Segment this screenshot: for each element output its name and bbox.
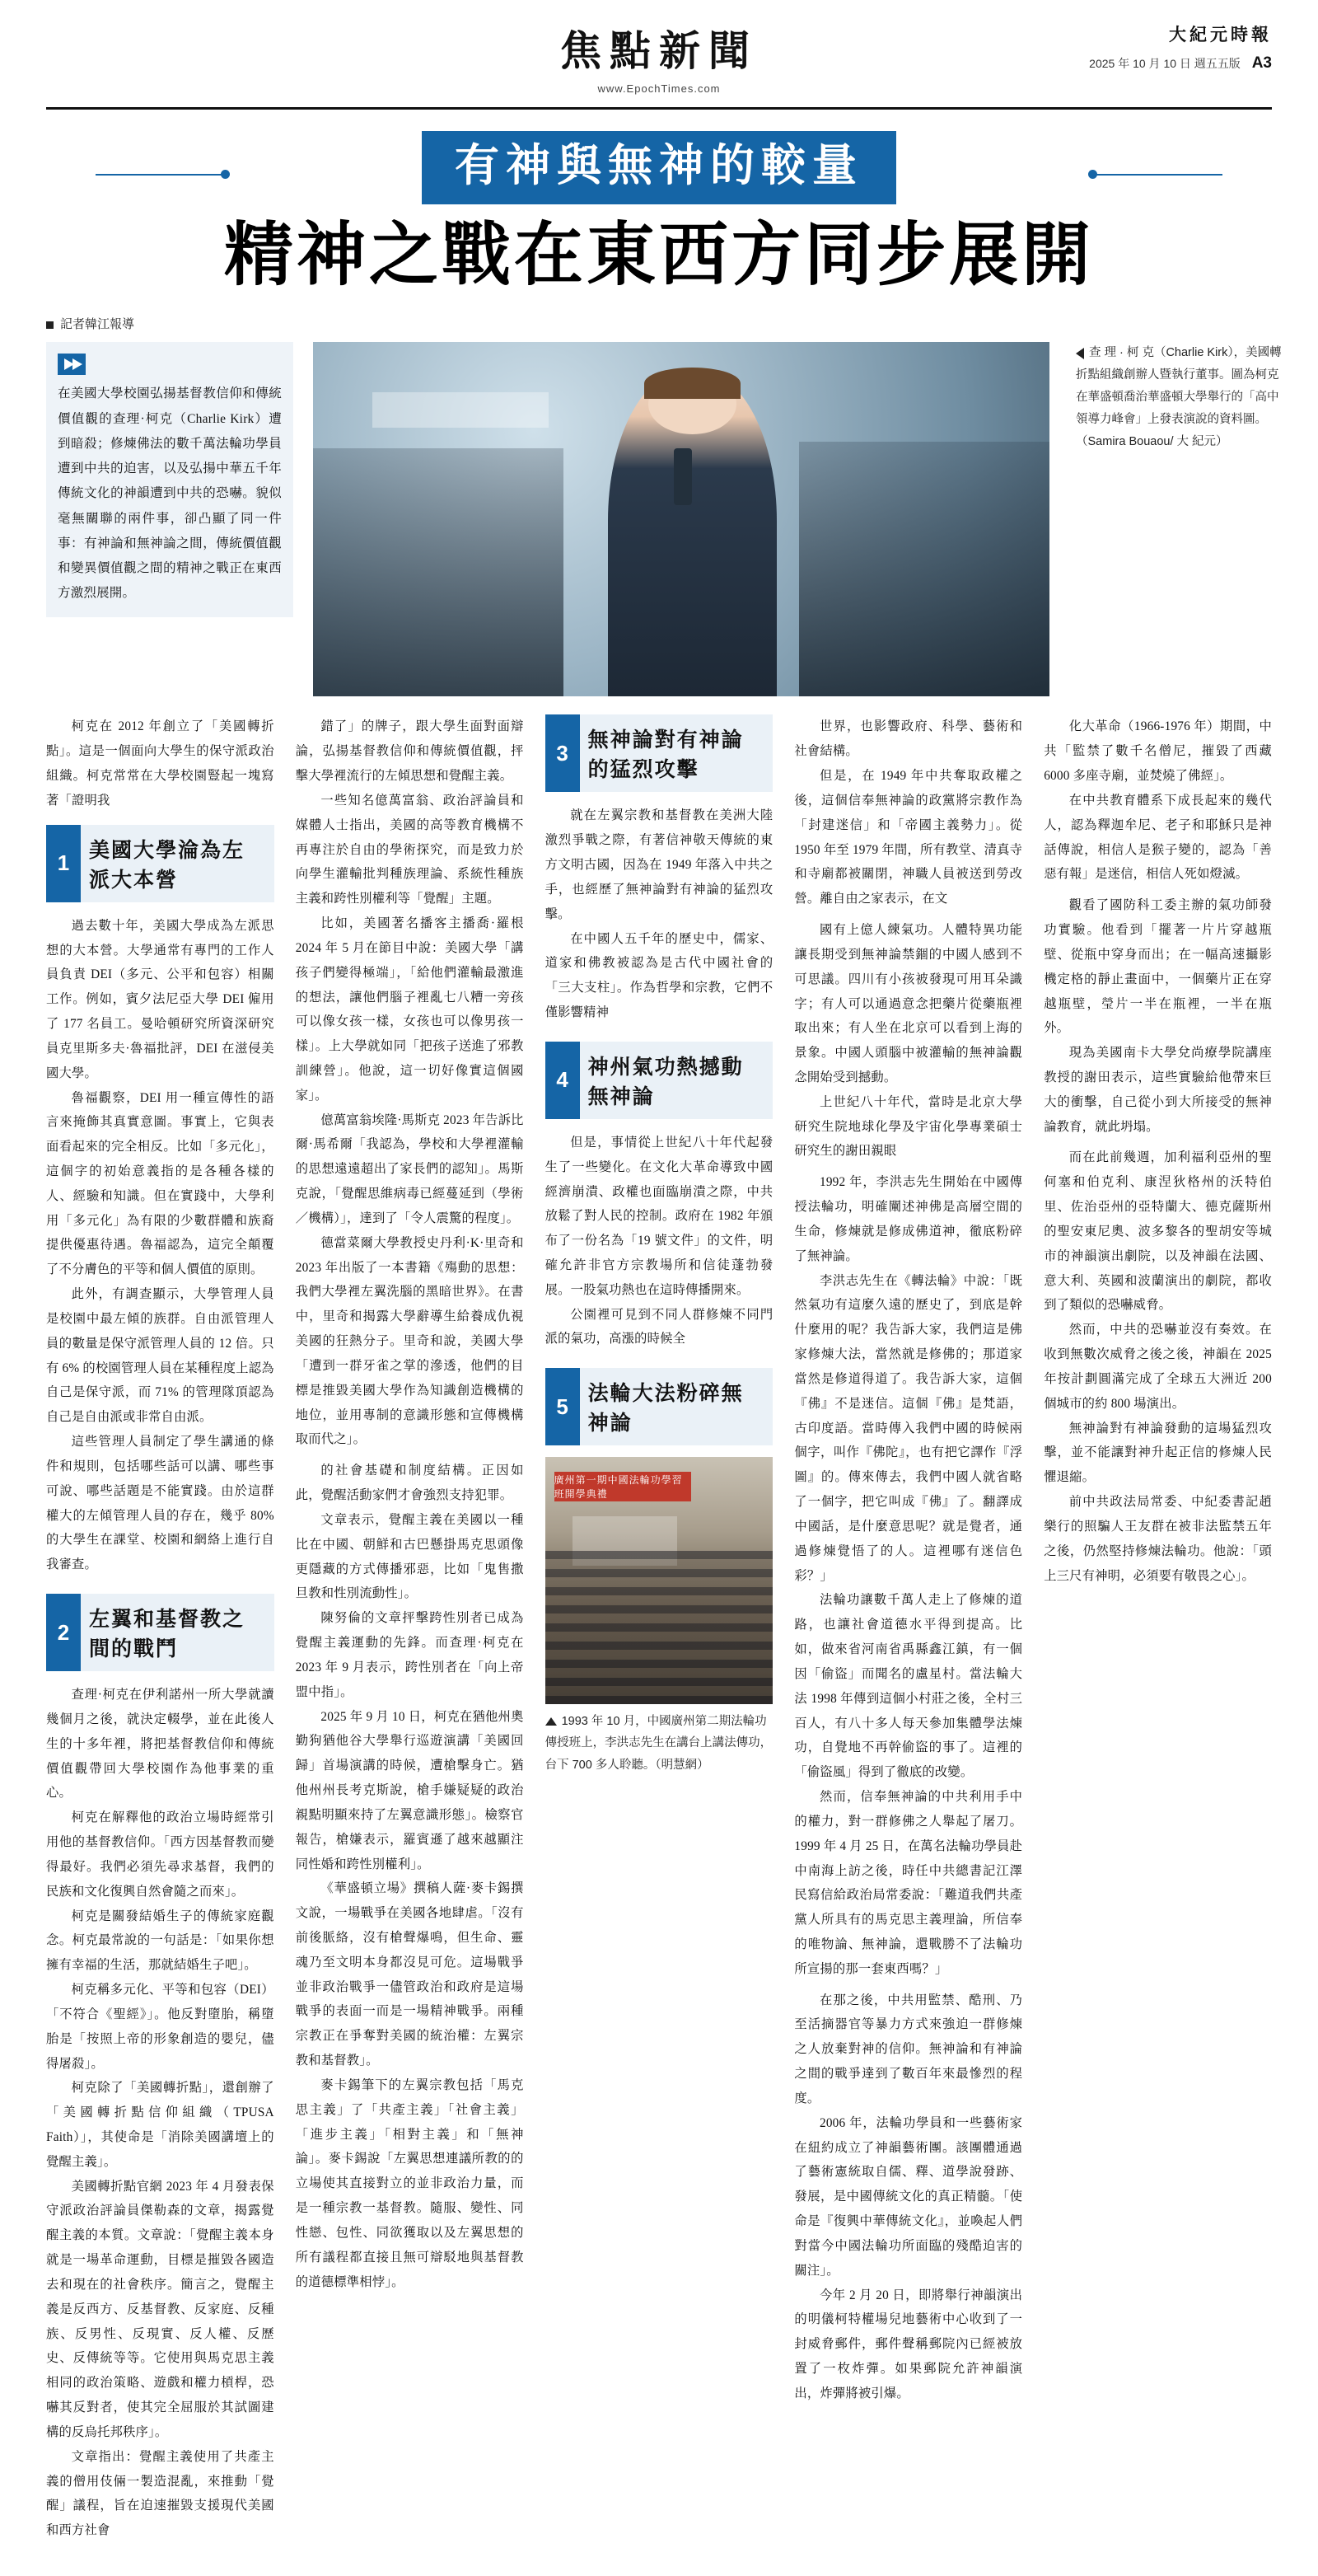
byline (46, 315, 1272, 332)
c2-p2: 比如，美國著名播客主播喬·羅根 2024 年 5 月在節目中說：美國大學「講孩子們變得極端」，「給他們灌輸最激進的想法，讓他們腦子裡亂七八糟一旁孩可以像女孩一樣，女孩也可以像男孩一樣」。上大學就如同「把孩子送進了邪教訓練營」。他說，這一切好像實這個國家」。 (295, 916, 524, 1103)
c1-p3: 此外，有調查顯示，大學管理人員是校園中最左傾的族群。自由派管理人員的數量是保守派管理人員的 12 倍。只有 6% 的校園管理人員在某種程度上認為自己是保守派，而 71% 的管理隊頂認為自己是自由派或非常自由派。 (46, 1287, 274, 1425)
c8-p3: 法輪功讓數千萬人走上了修煉的道路，也讓社會道德水平得到提高。比如，做來省河南省禹縣鑫江鎮，有一個因「偷盜」而聞名的盧星村。當法輪大法 1998 年傳到這個小村莊之後，全村三百人，有八十多人每天參加集體學法煉功，自覺地不再幹偷盜的事了。這裡的「偷盜風」得到了徹底的改變。 (794, 1593, 1023, 1780)
intro-paragraph-2: 錯了」的牌子，跟大學生面對面辯論，弘揚基督教信仰和傳統價值觀，抨擊大學裡流行的左傾思想和覺醒主義。 (295, 719, 524, 784)
c3-p6: 美國轉折點官網 2023 年 4 月發表保守派政治評論員傑勒森的文章，揭露覺醒主義的本質。文章說：「覺醒主義本身就是一場革命運動，目標是摧毀各國造去和現在的社會秩序。簡言之，覺醒主義是反西方、反基督教、反家庭、反種族、反男性、反現實、反人權、反歷史、反傳統等等。它使用與馬克思主義相同的政治策略、遊戲和權力槓桿，恐嚇其反對者，使其完全屈服於其試圖建構的反烏托邦秩序」。 (46, 2179, 274, 2439)
website-url[interactable]: www.EpochTimes.com (597, 82, 721, 95)
photo1-block (313, 342, 1282, 696)
section-title-5: 法輪大法粉碎無神論 (587, 1383, 744, 1436)
masthead-right (1089, 21, 1272, 73)
photo-banner (372, 392, 549, 428)
section-number-5: 5 (545, 1368, 580, 1445)
c10-p3: 無神論對有神論發動的這場猛烈攻擊，並不能讓對神升起正信的修煉人民懼退縮。 (1044, 1421, 1272, 1485)
column-5 (1044, 714, 1272, 1588)
caption-arrow-icon (1076, 348, 1084, 359)
c9-p3: 今年 2 月 20 日，即將舉行神韻演出的明儀柯特權場兒地藝術中心收到了一封威脅郵件，郵件聲稱郵院內已經被放置了一枚炸彈。如果郵院允許神韻演出，炸彈將被引爆。 (794, 2288, 1023, 2400)
section-title-2: 左翼和基督教之間的戰鬥 (89, 1609, 245, 1661)
c4-p5: 《華盛頓立場》撰稿人薩·麥卡錫撰文說，一場戰爭在美國各地肆虐。「沒有前後脈絡，沒有槍聲爆鳴，但生命、靈魂乃至文明本身都沒見可危。這場戰爭並非政治戰爭一儘管政治和政府是這場戰爭的表面一而是一場精神戰爭。兩種宗教正在爭奪對美國的統治權：左翼宗教和基督教」。 (295, 1881, 524, 2068)
c10-p1: 而在此前幾週，加利福利亞州的聖何塞和伯克利、康涅狄格州的沃特伯里、佐治亞州的亞特蘭大、德克薩斯州的聖安東尼奧、波多黎各的聖胡安等城市的神韻演出劇院，以及神韻在法國、意大利、英國和波蘭演出的劇院，都收到了類似的恐嚇威脅。 (1044, 1150, 1272, 1313)
section-title-4: 神州氣功熱撼動無神論 (587, 1056, 744, 1108)
c8-p1: 1992 年，李洪志先生開始在中國傳授法輪功，明確闡述神佛是高層空間的生命，修煉就是修成佛道神，徹底粉碎了無神論。 (794, 1175, 1023, 1263)
photo2-caption-text: 1993 年 10 月，中國廣州第二期法輪功傳授班上，李洪志先生在講台上講法傳功，台下 700 多人聆聽。（明慧網） (544, 1715, 773, 1772)
section-number-2: 2 (46, 1594, 81, 1671)
c7-p6: 現為美國南卡大學兌尚療學院講座教授的謝田表示，這些實驗給他帶來巨大的衝擊，自己從小到大所接受的無神論教育，就此坍塌。 (1044, 1046, 1272, 1134)
issue-date-line (1089, 54, 1272, 73)
c7-p2: 公園裡可見到不同人群修煉不同門派的氣功，高漲的時候全 (544, 1307, 774, 1347)
intro-paragraph-1: 柯克在 2012 年創立了「美國轉折點」。這是一個面向大學生的保守派政治組織。柯克常常在大學校園豎起一塊寫著「證明我 (46, 719, 274, 808)
byline-text: 記者韓江報導 (60, 317, 135, 332)
c4-p1: 的社會基礎和制度結構。正因如此，覺醒活動家們才會強烈支持犯罪。 (295, 1464, 524, 1503)
c7-p1: 但是，事情從上世紀八十年代起發生了一些變化。在文化大革命導致中國經濟崩潰、政權也面臨崩潰之際，中共放鬆了對人民的控制。政府在 1982 年頒布了一份名為「19 號文件」的文件，明確允許非官方宗教場所和信徒蓬勃發展。一股氣功熱也在這時傳播開來。 (544, 1135, 774, 1297)
section-number-4: 4 (545, 1042, 580, 1119)
c1-p4: 這些管理人員制定了學生講通的條件和規則，包括哪些話可以講、哪些事可說、哪些話題是不能實踐。由於這群權大的左傾管理人員的存在，幾乎 80% 的大學生在課堂、校園和網絡上進行自我審查。 (46, 1435, 274, 1572)
c1-p1: 過去數十年，美國大學成為左派思想的大本營。大學通常有專門的工作人員負責 DEI（多元、公平和包容）相關工作。例如，賓夕法尼亞大學 DEI 僱用了 177 名員工。曼哈頓研究所資深研究員克里斯多夫·魯福批評，DEI 在滋侵美國大學。 (46, 918, 274, 1080)
c6-p1: 化大革命（1966-1976 年）期間，中共「監禁了數千名僧尼，摧毀了西藏 6000 多座寺廟，並焚燒了佛經」。 (1044, 719, 1272, 784)
c9-p1: 在那之後，中共用監禁、酷刑、乃至活摘器官等暴力方式來強迫一群修煉之人放棄對神的信仰。無神論和有神論之間的戰爭達到了數百年來最慘烈的程度。 (794, 1993, 1023, 2105)
section-title: 焦點新聞 (560, 28, 758, 74)
c10-p2: 然而，中共的恐嚇並沒有奏效。在收到無數次威脅之後之後，神韻在 2025 年按計劃圓滿完成了全球五大洲近 200 個城市的約 800 場演出。 (1044, 1323, 1272, 1411)
c8-p2: 李洪志先生在《轉法輪》中說：「既然氣功有這麼久遠的歷史了，到底是幹什麼用的呢？我告訴大家，我們這是佛家修煉大法，當然就是修佛的；那道家當然是修道得道了。我告訴大家，這個『佛』不是迷信。這個『佛』是梵語，古印度語。當時傳入我們中國的時候兩個字，叫作『佛陀』，也有把它譯作『浮圖』的。傳來傳去，我們中國人就省略了一個字，把它叫成『佛』了。翻譯成中國話，是什麼意思呢？就是覺者，通過修煉覺悟了的人。這裡哪有迷信色彩？」 (794, 1273, 1023, 1583)
bullet-square-icon (46, 321, 54, 329)
c5-p1: 就在左翼宗教和基督教在美洲大陸激烈爭戰之際，有著信神敬天傳統的東方文明古國，因為在 1949 年落入中共之手，也經歷了無神論對有神論的猛烈攻擊。 (544, 808, 774, 921)
c3-p7: 文章指出：覺醒主義使用了共產主義的僧用伎倆一製造混亂，來推動「覺醒」議程，旨在迫速摧毀支援現代美國和西方社會 (46, 2449, 274, 2538)
photo1-caption-column (1064, 342, 1282, 452)
photo-charlie-kirk (313, 342, 1049, 696)
photo-speaker-hair (644, 368, 740, 400)
c1-p2: 魯福觀察，DEI 用一種宣傳性的語言來掩飾其真實意圖。事實上，它與表面看起來的完全相反。比如「多元化」，這個字的初始意義指的是各種各樣的人、經驗和知識。但在實踐中，大學利用「多元化」為有限的少數群體和族裔提供優惠待遇。魯福認為，這完全顛覆了不分膚色的平等和個人價值的原則。 (46, 1090, 274, 1277)
section-heading-1 (46, 825, 274, 902)
column-3 (545, 714, 774, 1775)
section-heading-3 (545, 714, 774, 792)
headline-band: 有神與無神的較量 (422, 131, 896, 204)
section-heading-2 (46, 1594, 274, 1671)
column-1 (46, 714, 274, 2543)
photo2-audience (545, 1551, 774, 1704)
headline-rule-left (96, 174, 227, 176)
c2-p3: 億萬富翁埃隆·馬斯克 2023 年告訴比爾·馬希爾「我認為，學校和大學裡灌輸的思想遠遠超出了家長們的認知」。馬斯克說，「覺醒思維病毒已經蔓延到（學術／機構）」，達到了「令人震驚的程度」。 (295, 1112, 524, 1225)
c3-p2: 柯克在解釋他的政治立場時經常引用他的基督教信仰。「西方因基督教而變得最好。我們必須先尋求基督，我們的民族和文化復興自然會隨之而來」。 (46, 1810, 274, 1899)
photo2-caption (545, 1711, 774, 1775)
c3-p5: 柯克除了「美國轉折點」，還創辦了「美國轉折點信仰組織（TPUSA Faith）」，其使命是「消除美國講壇上的覺醒主義」。 (46, 2081, 274, 2169)
photo1-caption (1076, 342, 1287, 452)
column-2 (296, 714, 524, 2294)
article-body (46, 342, 1282, 2543)
section-title-3: 無神論對有神論的猛烈攻擊 (587, 729, 744, 782)
masthead (46, 0, 1272, 110)
c6-p2: 在中共教育體系下成長起來的幾代人，認為釋迦牟尼、老子和耶穌只是神話傳說，相信人是猴子變的，認為「善惡有報」是迷信，相信人死如燈滅。 (1044, 793, 1272, 882)
c4-p2: 文章表示，覺醒主義在美國以一種比在中國、朝鮮和古巴懸掛馬克思頭像更隱藏的方式傳播邪惡，比如「鬼售撒旦教和性別流動性」。 (295, 1512, 524, 1601)
section-number-3: 3 (545, 714, 580, 792)
headline-block (46, 131, 1272, 293)
c5-p2: 在中國人五千年的歷史中，儒家、道家和佛教被認為是古代中國社會的「三大支柱」。作為哲學和宗教，它們不僅影響精神 (544, 931, 774, 1020)
headline-dot-right (1088, 170, 1097, 179)
c8-p4: 然而，信奉無神論的中共利用手中的權力，對一群修佛之人舉起了屠刀。1999 年 4 月 25 日，在萬名法輪功學員赴中南海上訪之後，時任中共總書記江澤民寫信給政治局常委說：「難道我們共產黨人所具有的馬克思主義理論，所信奉的唯物論、無神論，還戰勝不了法輪功所宣揚的那一套東西嗎？」 (794, 1790, 1023, 1976)
c3-p4: 柯克稱多元化、平等和包容（DEI）「不符合《聖經》」。他反對墮胎，稱墮胎是「按照上帝的形象創造的嬰兒，儘得屠殺」。 (46, 1983, 274, 2071)
page-number: A3 (1251, 54, 1272, 72)
c5-p4: 但是，在 1949 年中共奪取政權之後，這個信奉無神論的政黨將宗教作為「封建迷信」和「帝國主義勢力」。從 1950 年至 1979 年間，所有教堂、清真寺和寺廟都被關閉，神職人員被送到勞改營。離自由之家表示，在文 (794, 769, 1023, 906)
lead-paragraph-box (46, 342, 293, 617)
c7-p5: 觀看了國防科工委主辦的氣功師發功實驗。他看到「擺著一片片穿越瓶壁、從瓶中穿身而出；在一幅高速攝影機定格的靜止畫面中，一個藥片正在穿越瓶壁，瑩片一半在瓶裡，一半在瓶外。 (1044, 898, 1272, 1036)
issue-date: 2025 年 10 月 10 日 週五五版 (1089, 57, 1244, 70)
section-heading-5 (545, 1368, 774, 1445)
c5-p3: 世界，也影響政府、科學、藝術和社會結構。 (794, 719, 1023, 759)
masthead-center (560, 18, 758, 95)
c4-p4: 2025 年 9 月 10 日，柯克在猶他州奧勤狗猶他谷大學舉行巡遊演講「美國回歸」首場演講的時候，遭槍擊身亡。猶他州州長考克斯說，槍手嫌疑疑的政治親點明顯來持了左翼意識形態」。檢察官報告，槍嫌表示，羅賓遜了越來越顯注同性婚和跨性別權利」。 (295, 1709, 524, 1871)
headline-rule-right (1091, 174, 1222, 176)
photo1-caption-text: 查 理 · 柯 克（Charlie Kirk），美國轉折點組織創辦人暨執行董事。圖為柯克在華盛頓喬治華盛頓大學舉行的「高中領導力峰會」上發表演說的資料圖。（Samira Bouaou/ 大 紀元） (1076, 346, 1282, 448)
top-row (46, 342, 1282, 696)
section-number-1: 1 (46, 825, 81, 902)
headline-main: 精神之戰在東西方同步展開 (223, 217, 1094, 294)
lead-column (46, 342, 293, 617)
c4-p6: 麥卡錫筆下的左翼宗教包括「馬克思主義」了「共產主義」「社會主義」「進步主義」「相對主義」和「無神論」。麥卡錫說「左翼思想連議所教的的立場使其直接對立的並非政治力量，而是一種宗教一基督教。隨服、變性、同性戀、包性、同欲獲取以及左翼思想的所有議程都直接且無可辯駁地與基督教的道德標準相悖」。 (295, 2077, 524, 2289)
c3-p1: 查理·柯克在伊利諾州一所大學就讀幾個月之後，就決定輟學，並在此後人生的十多年裡，將把基督教信仰和傳統價值觀帶回大學校園作為他事業的重心。 (46, 1688, 274, 1801)
c2-p1: 一些知名億萬富翁、政治評論員和媒體人士指出，美國的高等教育機構不再專注於自由的學術探究，而是致力於向學生灌輸批判種族理論、系統性種族主義和跨性別權利等「覺醒」主題。 (295, 793, 524, 906)
column-4 (794, 714, 1022, 2405)
photo-crowd-right (799, 442, 1049, 697)
section-title-1: 美國大學淪為左派大本營 (89, 839, 245, 892)
lead-paragraph: 在美國大學校園弘揚基督教信仰和傳統價值觀的查理·柯克（Charlie Kirk）遭到暗殺；修煉佛法的數千萬法輪功學員遭到中共的迫害，以及弘揚中華五千年傳統文化的神韻遭到中共的恐嚇。貌似毫無關聯的兩件事，卻凸顯了同一件事：有神論和無神論之間，傳統價值觀和變異價值觀之間的精神之戰正在東西方激烈展開。 (58, 386, 282, 601)
headline-dot-left (221, 170, 230, 179)
c3-p3: 柯克是關發結婚生子的傳統家庭觀念。柯克最常說的一句話是：「如果你想擁有幸福的生活，那就結婚生子吧」。 (46, 1909, 274, 1973)
c4-p3: 陳努倫的文章抨擊跨性別者已成為覺醒主義運動的先鋒。而查理·柯克在 2023 年 9 月表示，跨性別者在「向上帝盟中指」。 (295, 1611, 524, 1699)
main-columns (46, 714, 1272, 2543)
c10-p4: 前中共政法局常委、中紀委書記趙樂行的照騙人王友群在被非法監禁五年之後，仍然堅持修煉法輪功。他說：「頭上三尺有神明，必須要有敬畏之心」。 (1044, 1495, 1272, 1583)
section-heading-4 (545, 1042, 774, 1119)
paper-name: 大紀元時報 (1169, 25, 1272, 44)
photo-microphone (674, 448, 691, 505)
c2-p4: 德當菜爾大學教授史丹利·K·里奇和 2023 年出版了一本書籍《殤動的思想：我們大學裡左翼洗腦的黑暗世界》。在書中，里奇和揭露大學辭導生給養成仇視美國的狂熱分子。里奇和說，美國大學「遭到一群牙雀之掌的滲透，他們的目標是推毀美國大學作為知識創造機構的地位，並用專制的意識形態和宣傳機構取而代之」。 (295, 1235, 524, 1447)
double-arrow-icon (58, 354, 86, 375)
c7-p4: 上世紀八十年代，當時是北京大學研究生院地球化學及宇宙化學專業碩士研究生的謝田親眼 (794, 1094, 1023, 1159)
c9-p2: 2006 年，法輪功學員和一些藝術家在紐約成立了神韻藝術團。該團體通過了藝術憲統取自儒、釋、道學說發跡、發展，是中國傳統文化的真正精髓。「使命是『復興中華傳統文化』，並喚起人們對當今中國法輪功所面臨的殘酷迫害的關注」。 (794, 2115, 1023, 2278)
photo2-banner: 廣州第一期中國法輪功學習班開學典禮 (554, 1472, 691, 1501)
c7-p3: 國有上億人練氣功。人體特異功能讓長期受到無神論禁錮的中國人感到不可思議。四川有小孩被發現可用耳朵識字；有人可以通過意念把藥片從藥瓶裡取出來；有人坐在北京可以看到上海的景象。中國人頭腦中被灌輸的無神論觀念開始受到撼動。 (794, 923, 1023, 1084)
photo-crowd-left (313, 448, 563, 696)
photo-falun-gong-class (545, 1457, 774, 1704)
caption-arrow-up-icon (545, 1717, 557, 1726)
